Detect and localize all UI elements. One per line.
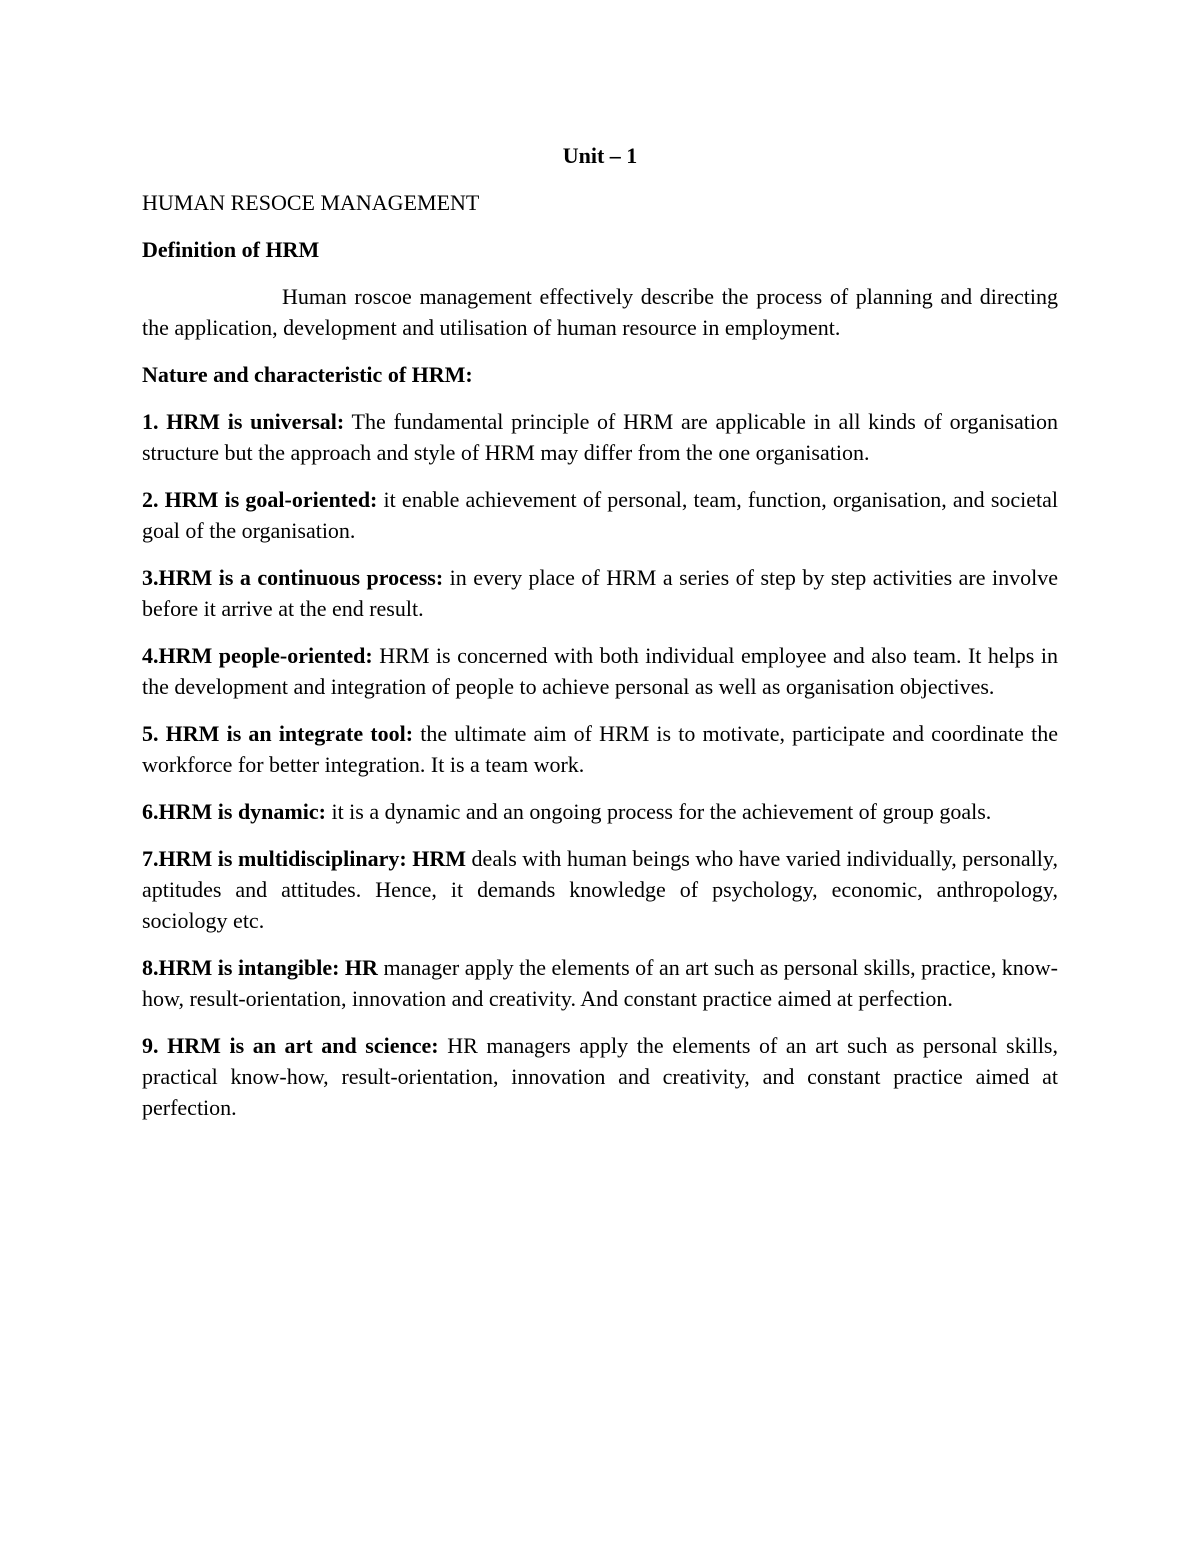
point-text: it is a dynamic and an ongoing process for the achievement of group goals. bbox=[325, 799, 992, 824]
point-term: 6.HRM is dynamic: bbox=[142, 799, 326, 824]
point-item bbox=[142, 640, 1058, 702]
point-text: it enable achievement of personal, team, function, organisation, and societal goal of the organisation. bbox=[142, 487, 1059, 543]
point-text: HRM is concerned with both individual employee and also team. It helps in the development and integration of people to achieve personal as well as organisation objectives. bbox=[142, 643, 1058, 699]
point-term: 3.HRM is a continuous process: bbox=[142, 565, 444, 590]
point-item bbox=[142, 796, 1058, 827]
document-page bbox=[142, 140, 1058, 1139]
point-item bbox=[142, 843, 1058, 936]
point-item bbox=[142, 718, 1058, 780]
point-term: 8.HRM is intangible: HR bbox=[142, 955, 378, 980]
point-text: in every place of HRM a series of step by step activities are involve before it arrive at the end result. bbox=[142, 565, 1058, 621]
point-text: HR managers apply the elements of an art such as personal skills, practical know-how, result-orientation, innovation and creativity, and constant practice aimed at perfection. bbox=[142, 1033, 1058, 1120]
point-item bbox=[142, 406, 1058, 468]
point-term: 9. HRM is an art and science: bbox=[142, 1033, 439, 1058]
point-item bbox=[142, 1030, 1058, 1123]
point-term: 2. HRM is goal-oriented: bbox=[142, 487, 378, 512]
point-text: deals with human beings who have varied individually, personally, aptitudes and attitudes. Hence, it demands knowledge of psychology, economic, anthropology, sociology etc. bbox=[142, 846, 1058, 933]
unit-title: Unit – 1 bbox=[562, 143, 638, 168]
definition-heading: Definition of HRM bbox=[142, 237, 320, 262]
point-item bbox=[142, 562, 1058, 624]
nature-heading: Nature and characteristic of HRM: bbox=[142, 362, 473, 387]
point-term: 4.HRM people-oriented: bbox=[142, 643, 373, 668]
point-text: the ultimate aim of HRM is to motivate, participate and coordinate the workforce for better integration. It is a team work. bbox=[142, 721, 1058, 777]
point-item bbox=[142, 484, 1058, 546]
main-heading: HUMAN RESOCE MANAGEMENT bbox=[142, 190, 480, 215]
point-term: 5. HRM is an integrate tool: bbox=[142, 721, 414, 746]
point-item bbox=[142, 952, 1058, 1014]
point-text: The fundamental principle of HRM are applicable in all kinds of organisation structure but the approach and style of HRM may differ from the one organisation. bbox=[142, 409, 1058, 465]
point-text: manager apply the elements of an art such as personal skills, practice, know-how, result-orientation, innovation and creativity. And constant practice aimed at perfection. bbox=[142, 955, 1059, 1011]
point-term: 1. HRM is universal: bbox=[142, 409, 345, 434]
definition-text: Human roscoe management effectively describe the process of planning and directing the application, development and utilisation of human resource in employment. bbox=[142, 284, 1058, 340]
point-term: 7.HRM is multidisciplinary: HRM bbox=[142, 846, 467, 871]
